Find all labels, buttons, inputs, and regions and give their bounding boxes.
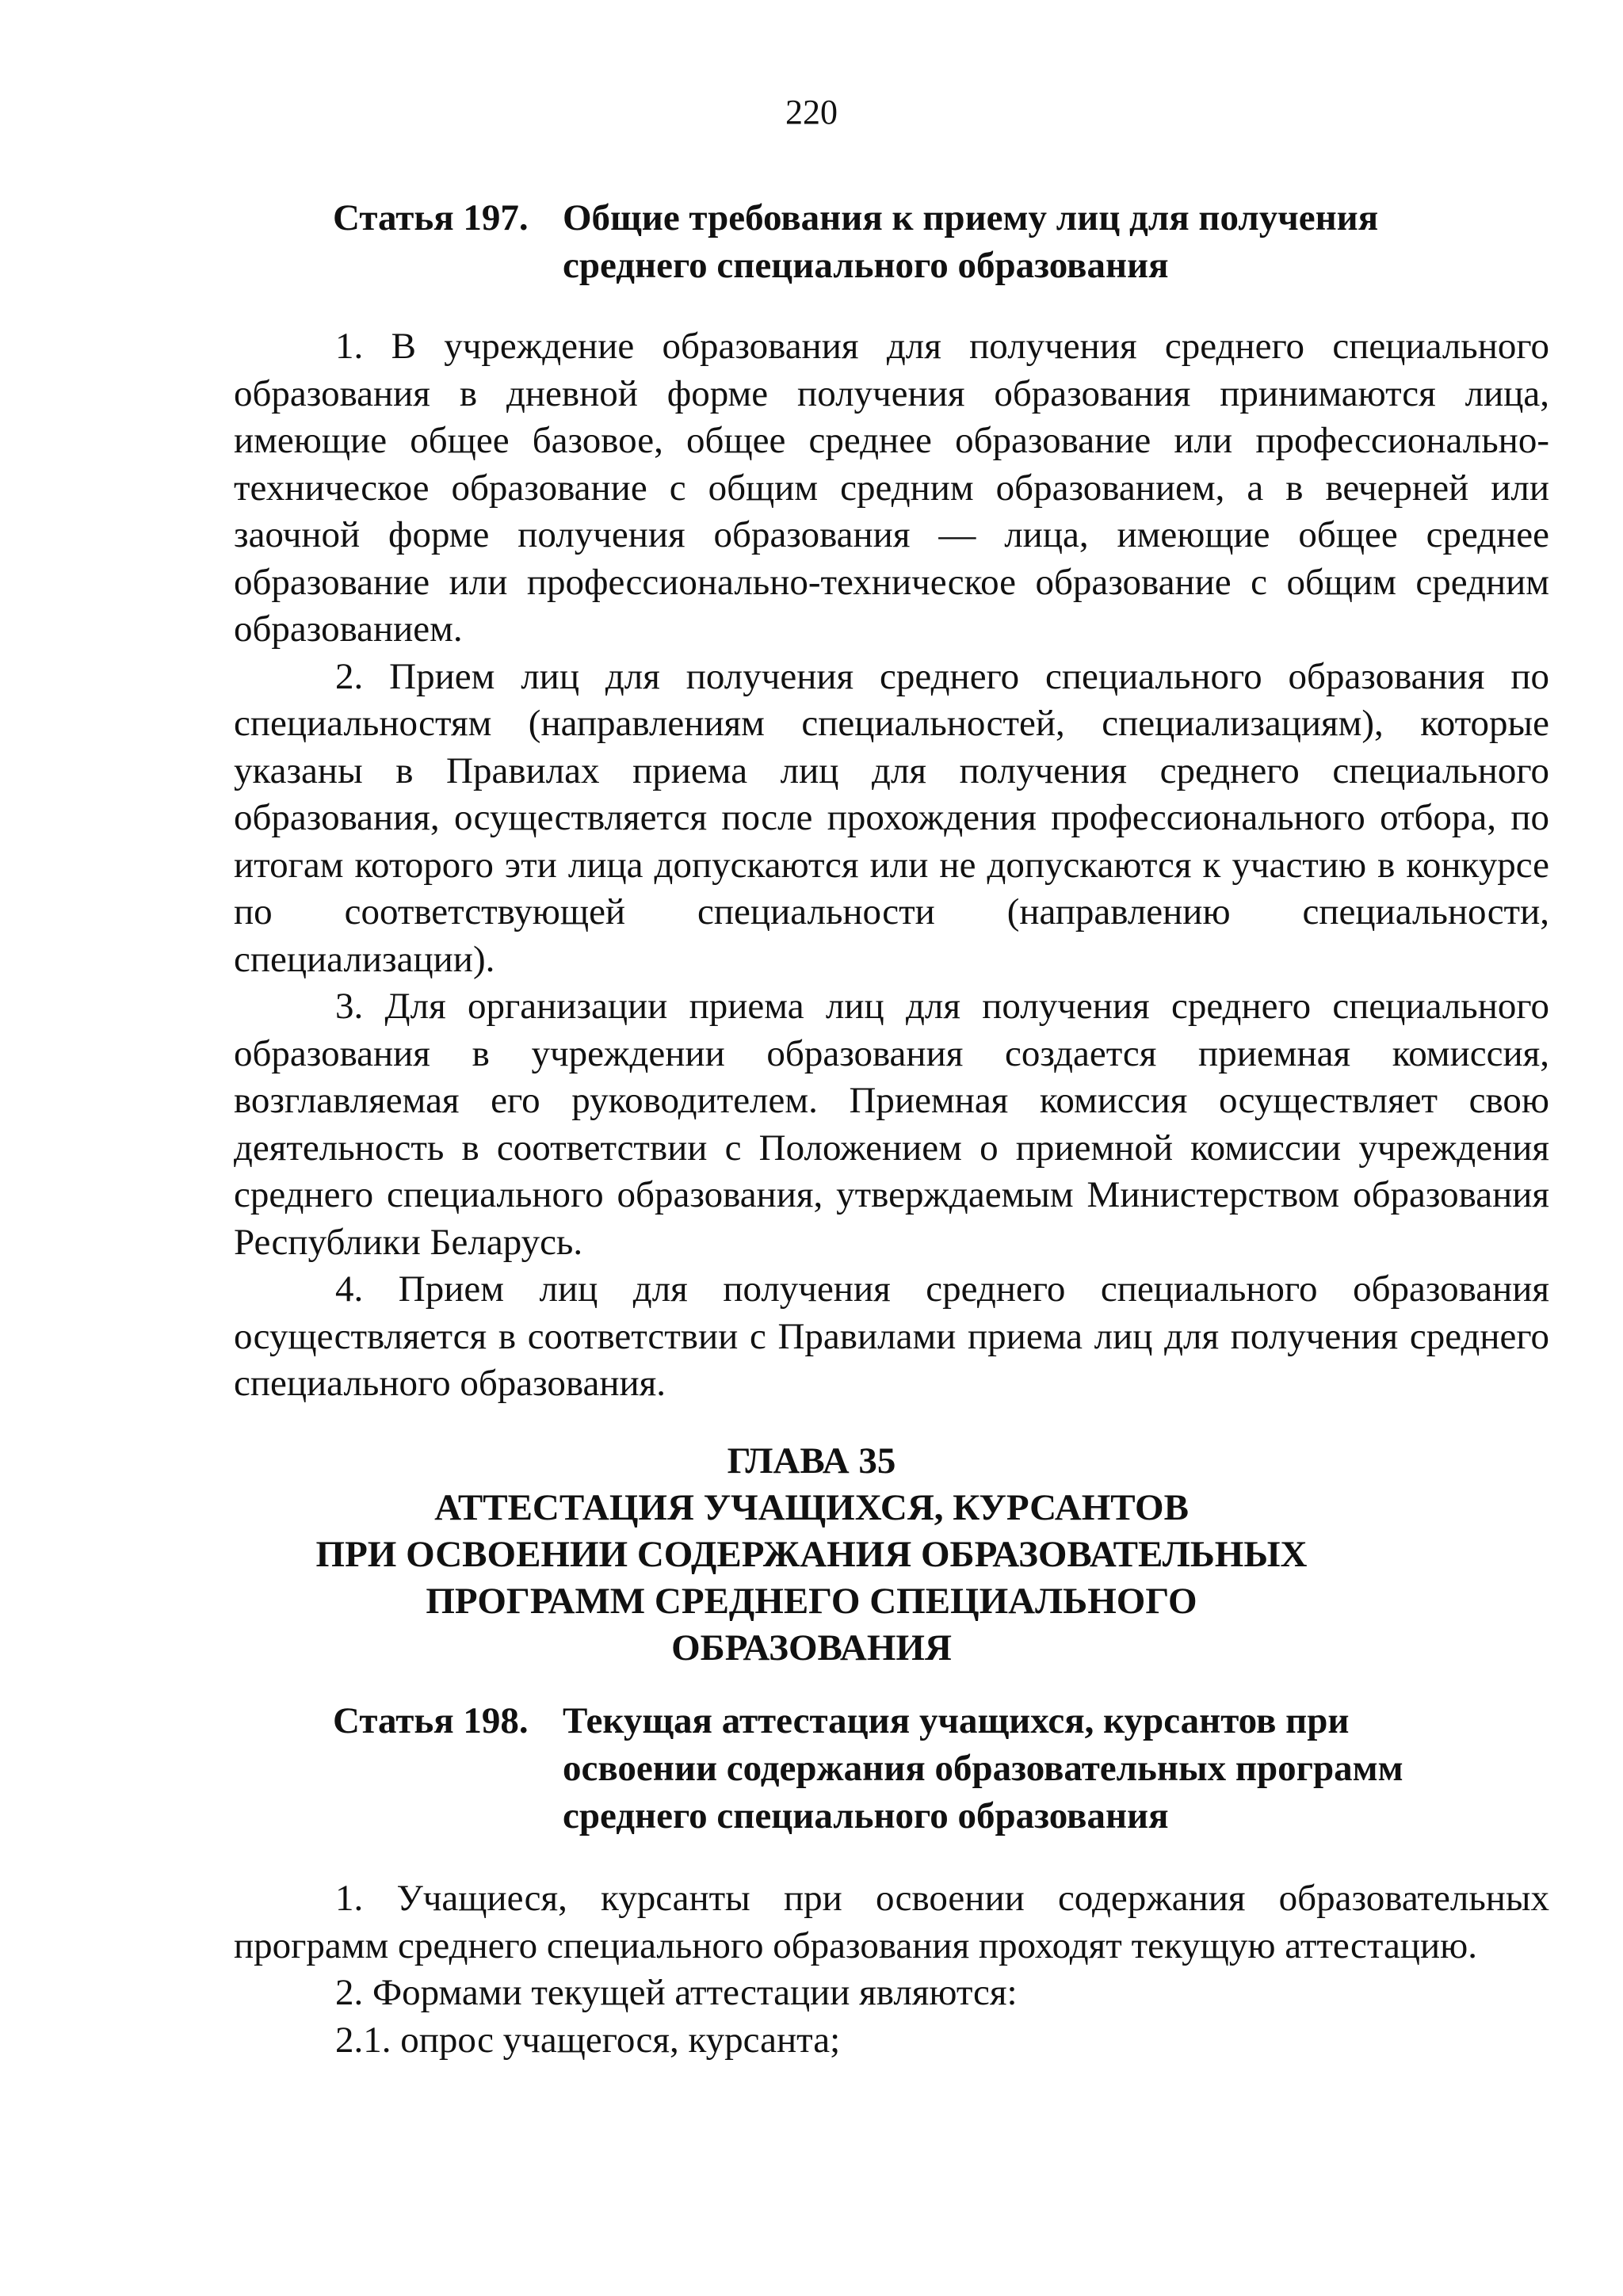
article-197-paragraph-2: 2. Прием лиц для получения среднего специального образования по специальностям (направлениям специальностей, специализациям), которые указаны в Правилах приема лиц для получения среднего специального образования, осуществляется после прохождения профессионального отбора, по итогам которого эти лица допускаются или не допускаются к участию в конкурсе по соответствующей специальности (направлению специальности, специализации). <box>234 655 1549 980</box>
article-197-title <box>563 194 1378 289</box>
article-198-title-line: среднего специального образования <box>563 1795 1169 1836</box>
article-197-label: Статья 197. <box>333 197 529 238</box>
article-198-paragraph-2: 2. Формами текущей аттестации являются: <box>335 1972 1018 2013</box>
chapter-title-line: ПРОГРАММ СРЕДНЕГО СПЕЦИАЛЬНОГО <box>426 1581 1197 1622</box>
article-197-paragraph-4: 4. Прием лиц для получения среднего специального образования осуществляется в соответствии с Правилами приема лиц для получения среднего специального образования. <box>234 1268 1549 1404</box>
article-198-title-line: Текущая аттестация учащихся, курсантов при <box>563 1700 1350 1741</box>
article-197-paragraph-3: 3. Для организации приема лиц для получения среднего специального образования в учреждении образования создается приемная комиссия, возглавляемая его руководителем. Приемная комиссия осуществляет свою деятельность в соответствии с Положением о приемной комиссии учреждения среднего специального образования, утверждаемым Министерством образования Республики Беларусь. <box>234 986 1549 1263</box>
article-198-title-line: освоении содержания образовательных программ <box>563 1748 1403 1789</box>
article-197-paragraph-1: 1. В учреждение образования для получения среднего специального образования в дневной форме получения образования принимаются лица, имеющие общее базовое, общее среднее образование или профессионально-техническое образование с общим средним образованием, а в вечерней или заочной форме получения образования — лица, имеющие общее среднее образование или профессионально-техническое образование с общим средним образованием. <box>234 326 1549 650</box>
article-197-title-line: Общие требования к приему лиц для получения <box>563 197 1379 238</box>
page-number: 220 <box>785 93 838 132</box>
article-198-label: Статья 198. <box>333 1700 529 1741</box>
article-198-title <box>563 1697 1403 1840</box>
article-197-body <box>234 323 1549 1408</box>
chapter-title-line: АТТЕСТАЦИЯ УЧАЩИХСЯ, КУРСАНТОВ <box>434 1487 1189 1528</box>
article-197-title-line: среднего специального образования <box>563 245 1169 286</box>
chapter-title-line: ОБРАЗОВАНИЯ <box>671 1627 952 1669</box>
article-198-paragraph-3: 2.1. опрос учащегося, курсанта; <box>335 2019 841 2061</box>
chapter-35-heading <box>0 1438 1623 1672</box>
chapter-title-line: ПРИ ОСВОЕНИИ СОДЕРЖАНИЯ ОБРАЗОВАТЕЛЬНЫХ <box>315 1534 1308 1575</box>
article-198-body <box>234 1875 1549 2064</box>
article-198-paragraph-1: 1. Учащиеся, курсанты при освоении содержания образовательных программ среднего специального образования проходят текущую аттестацию. <box>234 1878 1549 1966</box>
chapter-number: ГЛАВА 35 <box>727 1440 896 1482</box>
